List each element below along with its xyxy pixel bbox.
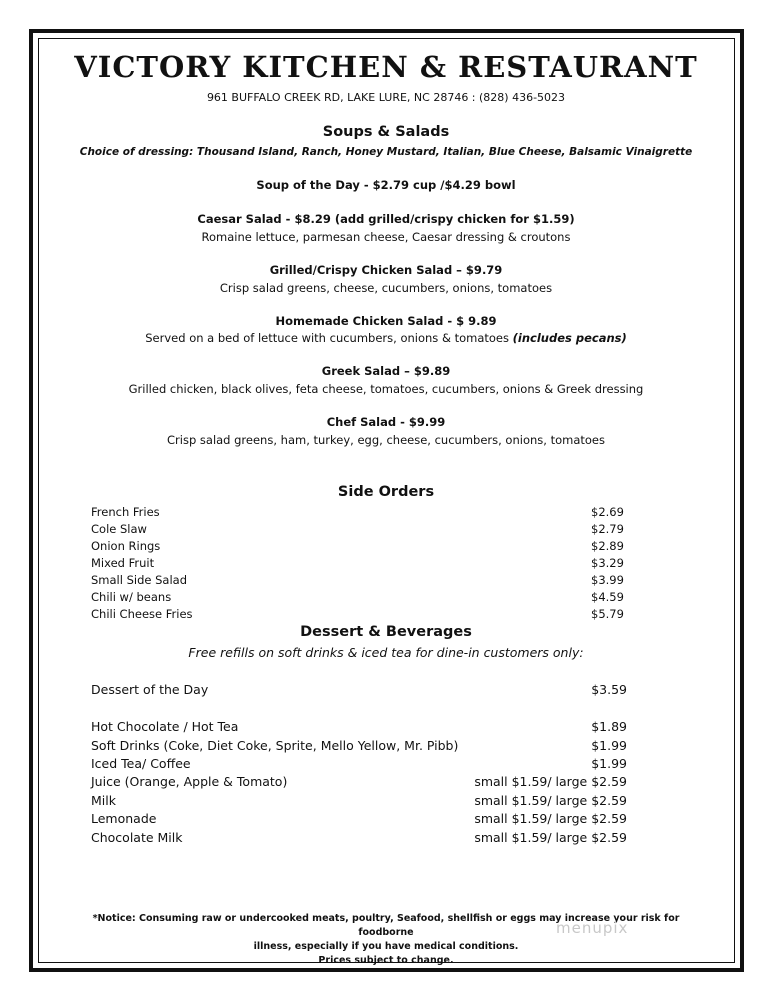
side-order-row [91, 607, 627, 623]
side-order-row [91, 505, 627, 521]
side-order-row [91, 573, 627, 589]
beverage-price: small $1.59/ large $2.59 [474, 793, 627, 808]
side-order-name: French Fries [91, 505, 160, 519]
beverage-price: small $1.59/ large $2.59 [474, 774, 627, 789]
menu-item-desc-text: Served on a bed of lettuce with cucumbers, onions & tomatoes [145, 331, 513, 345]
beverage-name: Hot Chocolate / Hot Tea [91, 719, 239, 734]
menu-item-name: Homemade Chicken Salad - $ 9.89 [275, 314, 497, 328]
side-order-name: Cole Slaw [91, 522, 147, 536]
beverage-name: Milk [91, 793, 116, 808]
beverage-row [91, 738, 627, 756]
side-order-price: $2.89 [591, 539, 624, 553]
dessert-beverages-heading: Dessert & Beverages [300, 624, 472, 640]
beverage-name: Iced Tea/ Coffee [91, 756, 191, 771]
menu-item-desc: Grilled chicken, black olives, feta cheese, tomatoes, cucumbers, onions & Greek dressing [128, 382, 644, 396]
beverage-name: Lemonade [91, 811, 157, 826]
beverage-price: $1.89 [591, 719, 627, 734]
beverage-price: small $1.59/ large $2.59 [474, 830, 627, 845]
dessert-row [91, 682, 627, 700]
side-order-price: $5.79 [591, 607, 624, 621]
dessert-price: $3.59 [591, 682, 627, 697]
side-order-price: $3.29 [591, 556, 624, 570]
dressing-note: Choice of dressing: Thousand Island, Ranch, Honey Mustard, Italian, Blue Cheese, Balsamic Vinaigrette [79, 146, 693, 158]
menu-item-desc: Crisp salad greens, cheese, cucumbers, onions, tomatoes [219, 281, 553, 295]
menu-item-name: Grilled/Crispy Chicken Salad – $9.79 [269, 263, 503, 277]
side-order-price: $2.69 [591, 505, 624, 519]
beverage-row [91, 756, 627, 774]
side-order-name: Chili Cheese Fries [91, 607, 193, 621]
side-order-row [91, 522, 627, 538]
menu-item-desc-emphasis: (includes pecans) [512, 331, 627, 345]
beverage-price: $1.99 [591, 756, 627, 771]
side-order-name: Chili w/ beans [91, 590, 172, 604]
beverage-row [91, 811, 627, 829]
menu-item-desc [0, 331, 772, 345]
refills-note: Free refills on soft drinks & iced tea for dine-in customers only: [188, 645, 584, 660]
side-order-name: Onion Rings [91, 539, 161, 553]
beverage-name: Chocolate Milk [91, 830, 183, 845]
side-order-price: $4.59 [591, 590, 624, 604]
side-order-name: Mixed Fruit [91, 556, 155, 570]
soups-salads-heading: Soups & Salads [322, 124, 450, 140]
menupix-watermark: menupix [556, 919, 629, 937]
side-order-name: Small Side Salad [91, 573, 188, 587]
notice-line: illness, especially if you have medical conditions. [253, 941, 519, 952]
dessert-name: Dessert of the Day [91, 682, 209, 697]
beverage-row [91, 830, 627, 848]
menu-item-desc: Crisp salad greens, ham, turkey, egg, cheese, cucumbers, onions, tomatoes [167, 433, 605, 447]
beverage-row [91, 793, 627, 811]
side-order-price: $3.99 [591, 573, 624, 587]
side-orders-heading: Side Orders [337, 484, 435, 500]
side-order-row [91, 556, 627, 572]
beverage-price: $1.99 [591, 738, 627, 753]
side-order-price: $2.79 [591, 522, 624, 536]
notice-line: *Notice: Consuming raw or undercooked meats, poultry, Seafood, shellfish or eggs may increase your risk for foodborne [92, 913, 680, 938]
menu-item-name: Caesar Salad - $8.29 (add grilled/crispy chicken for $1.59) [197, 212, 575, 226]
beverage-name: Soft Drinks (Coke, Diet Coke, Sprite, Mello Yellow, Mr. Pibb) [91, 738, 459, 753]
beverage-price: small $1.59/ large $2.59 [474, 811, 627, 826]
side-order-row [91, 539, 627, 555]
beverage-row [91, 774, 627, 792]
notice-line: Prices subject to change. [318, 955, 454, 966]
menu-item-name: Chef Salad - $9.99 [326, 415, 446, 429]
menu-item-name: Greek Salad – $9.89 [321, 364, 451, 378]
beverage-name: Juice (Orange, Apple & Tomato) [91, 774, 288, 789]
restaurant-name: VICTORY KITCHEN & RESTAURANT [74, 50, 698, 84]
menu-item-desc: Romaine lettuce, parmesan cheese, Caesar dressing & croutons [201, 230, 571, 244]
soup-of-the-day: Soup of the Day - $2.79 cup /$4.29 bowl [256, 178, 516, 192]
restaurant-address: 961 BUFFALO CREEK RD, LAKE LURE, NC 28746 : (828) 436-5023 [206, 91, 566, 104]
beverage-row [91, 719, 627, 737]
side-order-row [91, 590, 627, 606]
